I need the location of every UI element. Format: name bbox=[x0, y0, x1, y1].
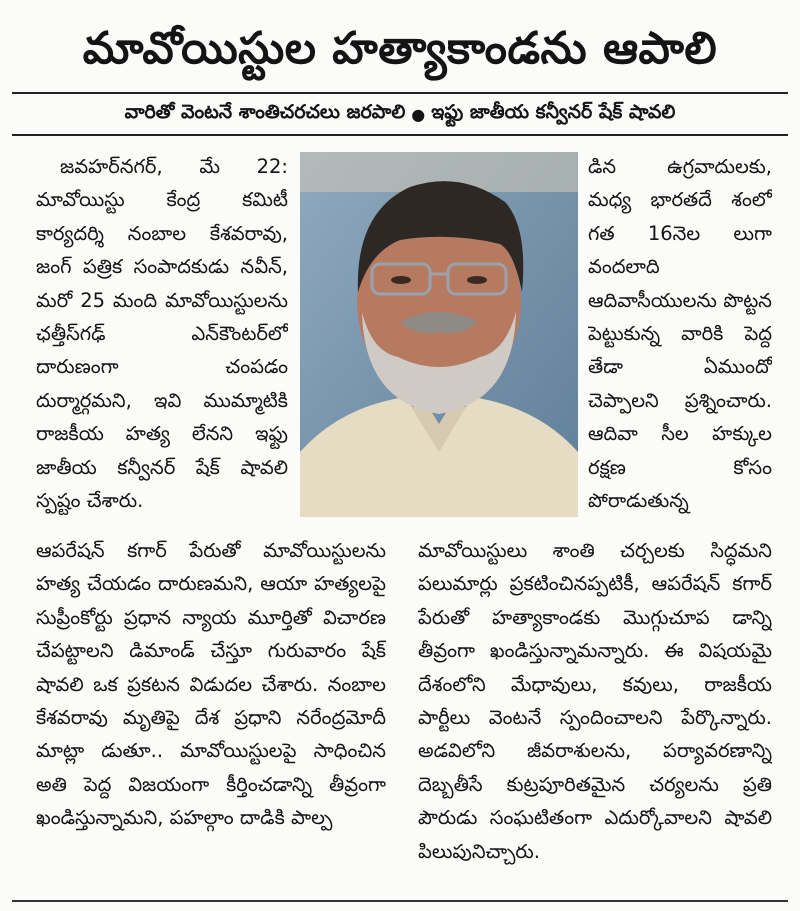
subheadline bbox=[12, 92, 788, 136]
subheadline-left: వారితో వెంటనే శాంతిచరచలు జరపాలి bbox=[124, 100, 406, 123]
bullet-icon: ● bbox=[411, 104, 426, 124]
subheadline-right: ఇఫ్టు జాతీయ కన్వీనర్ షేక్ షావలి bbox=[431, 100, 676, 123]
portrait-image bbox=[300, 152, 578, 517]
portrait-photo bbox=[300, 152, 578, 517]
column-1-bottom bbox=[36, 534, 386, 890]
headline: మావోయిస్టుల హత్యాకాండను ఆపాలి bbox=[82, 23, 718, 74]
paragraph-4: మావోయిస్టులు శాంతి చర్చలకు సిద్ధమని పలుమార్లు ప్రకటించినప్పటికీ, ఆపరేషన్ కగార్ పేరుతో హత్యాకాండకు మొగ్గుచూప డాన్ని తీవ్రంగా ఖండిస్తున్నామన్నారు. ఈ విషయమై దేశంలోని మేధావులు, కవులు, రాజకీయ పార్టీలు వెంటనే స్పందించాలని పేర్కొన్నారు. అడవిలోని జీవరాశులను, పర్యావరణాన్ని దెబ్బతీసే కుట్రపూరితమైన చర్యలను ప్రతి పౌరుడు సంఘటితంగా ఎదుర్కోవాలని షావలి పిలుపునిచ్చారు. bbox=[418, 539, 772, 863]
paragraph-2: డిన ఉగ్రవాదులకు, మధ్య భారతదే శంలో గత 16నెల లుగా వందలాది ఆదివాసీయులను పొట్టన పెట్టుకున్న వారికి పెద్ద తేడా ఏముందో చెప్పాలని ప్రశ్నించారు. ఆదివా సీల హక్కుల రక్షణ కోసం పోరాడుతున్న bbox=[588, 155, 772, 513]
column-2-bottom bbox=[418, 534, 772, 890]
paragraph-3: ఆపరేషన్ కగార్ పేరుతో మావోయిస్టులను హత్య చేయడం దారుణమని, ఆయా హత్యలపై సుప్రీంకోర్టు ప్రధాన న్యాయ మూర్తితో విచారణ చేపట్టాలని డిమాండ్ చేస్తూ గురువారం షేక్ షావలి ఒక ప్రకటన విడుదల చేశారు. నంబాల కేశవరావు మృతిపై దేశ ప్రధాని నరేంద్రమోదీ మాట్లా డుతూ.. మావోయిస్టులపై సాధించిన అతి పెద్ద విజయంగా కీర్తించడాన్ని తీవ్రంగా ఖండిస్తున్నామని, పహల్గాం దాడికి పాల్ప bbox=[36, 539, 386, 830]
paragraph-1: జవహర్‌నగర్, మే 22: మావోయిస్టు కేంద్ర కమిటీ కార్యదర్శి నంబాల కేశవరావు, జంగ్ పత్రిక సంపాదకుడు నవీన్, మరో 25 మంది మావోయిస్టులను ఛత్తీస్‌గఢ్ ఎన్‌కౌంటర్‌లో దారుణంగా చంపడం దుర్మార్గమని, ఇవి ముమ్మాటికి రాజకీయ హత్య లేనని ఇఫ్టు జాతీయ కన్వీనర్ షేక్ షావలి స్పష్టం చేశారు. bbox=[36, 155, 288, 513]
column-1-top bbox=[36, 150, 288, 534]
column-2-top bbox=[588, 150, 772, 534]
